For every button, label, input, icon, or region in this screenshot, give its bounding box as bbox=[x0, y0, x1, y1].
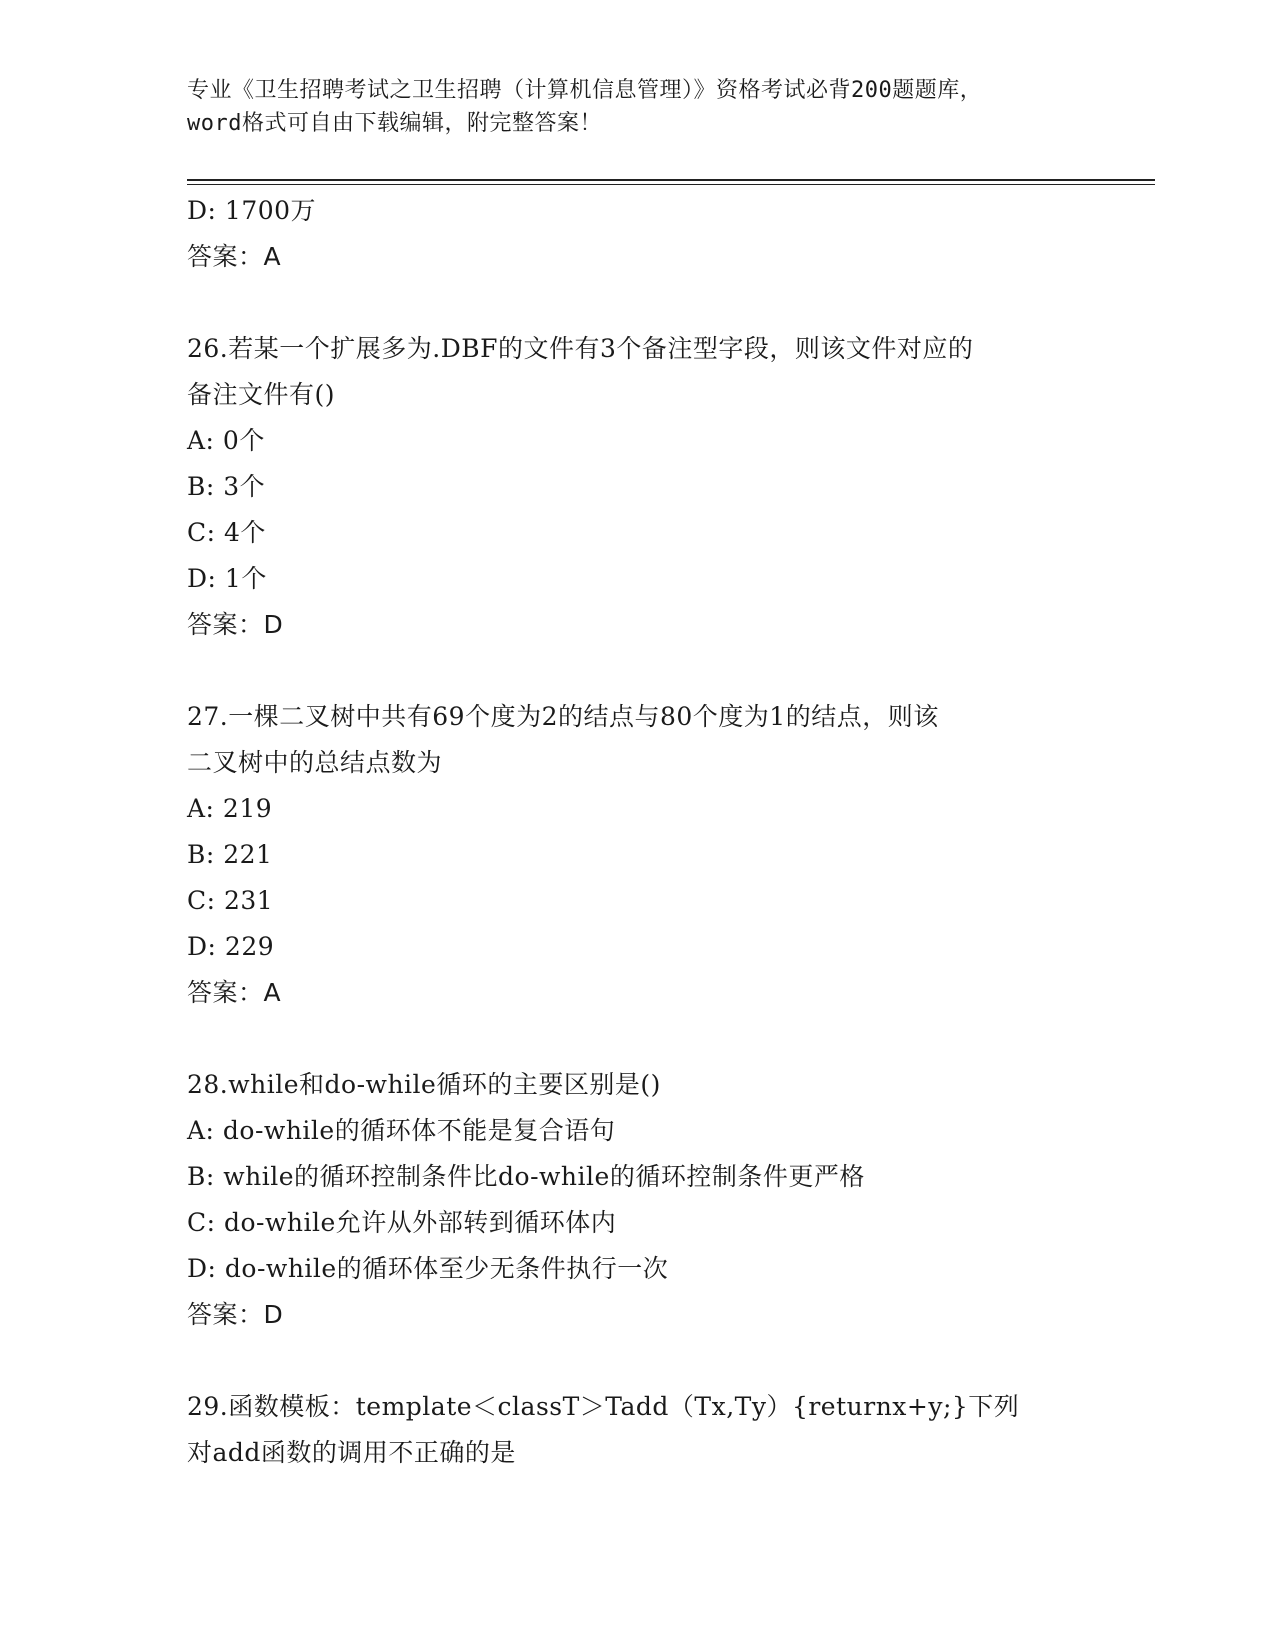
option-a: A: 219 bbox=[187, 794, 273, 823]
question-stem-cont: 备注文件有() bbox=[187, 380, 336, 409]
option-b: B: 221 bbox=[187, 840, 273, 869]
document-body bbox=[187, 188, 1087, 1476]
option-c: C: 4个 bbox=[187, 518, 266, 547]
question-stem: 26.若某一个扩展多为.DBF的文件有3个备注型字段，则该文件对应的 bbox=[187, 334, 974, 363]
question-stem: 27.一棵二叉树中共有69个度为2的结点与80个度为1的结点，则该 bbox=[187, 702, 939, 731]
document-header bbox=[187, 74, 1087, 140]
option-d: D: 1个 bbox=[187, 564, 267, 593]
option-b: B: 3个 bbox=[187, 472, 266, 501]
question-26 bbox=[187, 326, 1087, 648]
question-27 bbox=[187, 694, 1087, 1016]
header-divider-thin bbox=[187, 184, 1155, 185]
answer: 答案：A bbox=[187, 978, 282, 1007]
header-divider-thick bbox=[187, 179, 1155, 181]
option-d: D: 1700万 bbox=[187, 196, 317, 225]
option-b: B: while的循环控制条件比do-while的循环控制条件更严格 bbox=[187, 1162, 865, 1191]
option-a: A: do-while的循环体不能是复合语句 bbox=[187, 1116, 616, 1145]
option-d: D: do-while的循环体至少无条件执行一次 bbox=[187, 1254, 669, 1283]
answer: 答案：D bbox=[187, 610, 284, 639]
header-line-2: word格式可自由下载编辑，附完整答案！ bbox=[187, 111, 602, 136]
question-stem-cont: 二叉树中的总结点数为 bbox=[187, 748, 443, 777]
option-d: D: 229 bbox=[187, 932, 275, 961]
question-stem: 29.函数模板：template＜classT＞Tadd（Tx,Ty）{returnx+y;}下列 bbox=[187, 1392, 1020, 1421]
question-28 bbox=[187, 1062, 1087, 1338]
question-29 bbox=[187, 1384, 1087, 1476]
answer: 答案：A bbox=[187, 242, 282, 271]
option-c: C: do-while允许从外部转到循环体内 bbox=[187, 1208, 617, 1237]
question-stem: 28.while和do-while循环的主要区别是() bbox=[187, 1070, 661, 1099]
option-c: C: 231 bbox=[187, 886, 274, 915]
previous-question-tail bbox=[187, 188, 1087, 280]
answer: 答案：D bbox=[187, 1300, 284, 1329]
option-a: A: 0个 bbox=[187, 426, 265, 455]
header-line-1: 专业《卫生招聘考试之卫生招聘（计算机信息管理）》资格考试必背200题题库， bbox=[187, 78, 983, 103]
question-stem-cont: 对add函数的调用不正确的是 bbox=[187, 1438, 516, 1467]
